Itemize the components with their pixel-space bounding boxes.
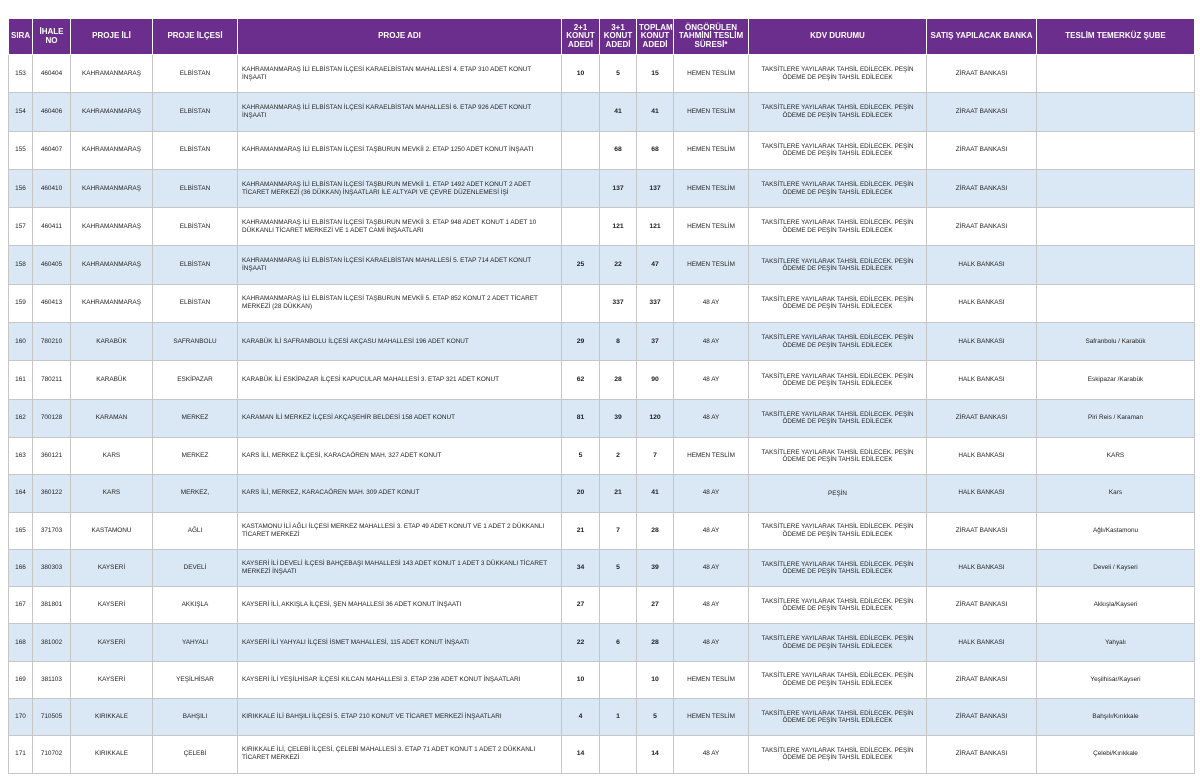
cell-teslim-sube: Ağlı/Kastamonu: [1037, 512, 1195, 549]
cell-kdv-durumu: TAKSİTLERE YAYILARAK TAHSİL EDİLECEK. PEŞİN ÖDEME DE PEŞİN TAHSİL EDİLECEK: [749, 55, 927, 93]
cell-teslim-sube: Yeşilhisar/Kayseri: [1037, 661, 1195, 698]
cell-kdv-durumu: TAKSİTLERE YAYILARAK TAHSİL EDİLECEK. PEŞİN ÖDEME DE PEŞİN TAHSİL EDİLECEK: [749, 208, 927, 246]
cell-teslim-sube: Akkışla/Kayseri: [1037, 587, 1195, 624]
table-row: [9, 284, 1195, 322]
cell-3-1-konut: 21: [600, 475, 637, 512]
cell-teslim-suresi: 48 AY: [674, 284, 749, 322]
cell-teslim-sube: Safranbolu / Karabük: [1037, 323, 1195, 361]
cell-toplam-konut: 47: [637, 246, 674, 284]
cell-ihale-no: 460413: [33, 284, 71, 322]
cell-teslim-suresi: 48 AY: [674, 323, 749, 361]
cell-2-1-konut: [562, 131, 600, 169]
header-ihale-no: İHALE NO: [33, 19, 71, 55]
cell-teslim-suresi: HEMEN TESLİM: [674, 55, 749, 93]
cell-3-1-konut: 6: [600, 624, 637, 661]
cell-ihale-no: 710505: [33, 699, 71, 736]
cell-3-1-konut: 2: [600, 437, 637, 474]
cell-toplam-konut: 15: [637, 55, 674, 93]
cell-proje-ili: KAHRAMANMARAŞ: [71, 208, 153, 246]
cell-2-1-konut: 14: [562, 736, 600, 773]
cell-kdv-durumu: TAKSİTLERE YAYILARAK TAHSİL EDİLECEK. PEŞİN ÖDEME DE PEŞİN TAHSİL EDİLECEK: [749, 699, 927, 736]
cell-ihale-no: 460405: [33, 246, 71, 284]
table-row: [9, 475, 1195, 512]
cell-2-1-konut: 4: [562, 699, 600, 736]
table-row: [9, 661, 1195, 698]
cell-proje-ilcesi: AĞLI: [153, 512, 238, 549]
cell-ihale-no: 460410: [33, 169, 71, 207]
cell-kdv-durumu: TAKSİTLERE YAYILARAK TAHSİL EDİLECEK. PEŞİN ÖDEME DE PEŞİN TAHSİL EDİLECEK: [749, 587, 927, 624]
cell-2-1-konut: 29: [562, 323, 600, 361]
cell-proje-adi: KASTAMONU İLİ AĞLI İLÇESİ MERKEZ MAHALLESİ 3. ETAP 49 ADET KONUT VE 1 ADET 2 DÜKKANLI TİCARET MERKEZİ: [238, 512, 562, 549]
cell-satis-banka: ZİRAAT BANKASI: [927, 131, 1037, 169]
cell-teslim-suresi: HEMEN TESLİM: [674, 437, 749, 474]
cell-teslim-sube: Piri Reis / Karaman: [1037, 399, 1195, 437]
cell-2-1-konut: 81: [562, 399, 600, 437]
cell-satis-banka: ZİRAAT BANKASI: [927, 208, 1037, 246]
table-row: [9, 93, 1195, 131]
header-teslim-sube: TESLİM TEMERKÜZ ŞUBE: [1037, 19, 1195, 55]
cell-kdv-durumu: TAKSİTLERE YAYILARAK TAHSİL EDİLECEK. PEŞİN ÖDEME DE PEŞİN TAHSİL EDİLECEK: [749, 736, 927, 773]
header-satis-banka: SATIŞ YAPILACAK BANKA: [927, 19, 1037, 55]
cell-teslim-suresi: 48 AY: [674, 736, 749, 773]
cell-proje-ili: KAHRAMANMARAŞ: [71, 131, 153, 169]
header-teslim-suresi: ÖNGÖRÜLEN TAHMİNİ TESLİM SÜRESİ*: [674, 19, 749, 55]
cell-teslim-sube: [1037, 284, 1195, 322]
cell-toplam-konut: 28: [637, 512, 674, 549]
header-proje-ili: PROJE İLİ: [71, 19, 153, 55]
cell-kdv-durumu: TAKSİTLERE YAYILARAK TAHSİL EDİLECEK. PEŞİN ÖDEME DE PEŞİN TAHSİL EDİLECEK: [749, 169, 927, 207]
cell-teslim-suresi: 48 AY: [674, 475, 749, 512]
cell-teslim-suresi: 48 AY: [674, 512, 749, 549]
cell-proje-ilcesi: ELBİSTAN: [153, 284, 238, 322]
cell-teslim-sube: [1037, 169, 1195, 207]
cell-ihale-no: 700128: [33, 399, 71, 437]
cell-proje-adi: KAYSERİ İLİ DEVELİ İLÇESİ BAHÇEBAŞI MAHALLESİ 143 ADET KONUT 1 ADET 3 DÜKKANLI TİCARET MERKEZİ İNŞAATI: [238, 549, 562, 586]
cell-sira: 154: [9, 93, 33, 131]
table-row: [9, 323, 1195, 361]
table-row: [9, 699, 1195, 736]
cell-toplam-konut: 14: [637, 736, 674, 773]
cell-satis-banka: ZİRAAT BANKASI: [927, 736, 1037, 773]
cell-teslim-sube: Yahyalı: [1037, 624, 1195, 661]
cell-proje-adi: KAHRAMANMARAŞ İLİ ELBİSTAN İLÇESİ TAŞBURUN MEVKİİ 2. ETAP 1250 ADET KONUT İNŞAATI: [238, 131, 562, 169]
cell-kdv-durumu: TAKSİTLERE YAYILARAK TAHSİL EDİLECEK. PEŞİN ÖDEME DE PEŞİN TAHSİL EDİLECEK: [749, 399, 927, 437]
cell-proje-ilcesi: AKKIŞLA: [153, 587, 238, 624]
cell-sira: 162: [9, 399, 33, 437]
cell-teslim-sube: [1037, 131, 1195, 169]
table-body: [9, 55, 1195, 774]
cell-toplam-konut: 41: [637, 475, 674, 512]
cell-proje-ilcesi: YEŞİLHİSAR: [153, 661, 238, 698]
table-row: [9, 55, 1195, 93]
cell-3-1-konut: 5: [600, 55, 637, 93]
cell-proje-ili: KARAMAN: [71, 399, 153, 437]
cell-2-1-konut: [562, 284, 600, 322]
cell-toplam-konut: 10: [637, 661, 674, 698]
cell-teslim-suresi: 48 AY: [674, 399, 749, 437]
housing-projects-table: [8, 18, 1195, 774]
table-row: [9, 361, 1195, 399]
cell-proje-adi: KAHRAMANMARAŞ İLİ ELBİSTAN İLÇESİ TAŞBURUN MEVKİİ 3. ETAP 948 ADET KONUT 1 ADET 10 DÜKKANLI TİCARET MERKEZİ VE 1 ADET CAMİ İNŞAATLARI: [238, 208, 562, 246]
header-kdv-durumu: KDV DURUMU: [749, 19, 927, 55]
cell-ihale-no: 380303: [33, 549, 71, 586]
cell-teslim-sube: [1037, 208, 1195, 246]
cell-proje-ili: KAHRAMANMARAŞ: [71, 55, 153, 93]
cell-satis-banka: HALK BANKASI: [927, 323, 1037, 361]
cell-ihale-no: 460411: [33, 208, 71, 246]
cell-proje-adi: KAHRAMANMARAŞ İLİ ELBİSTAN İLÇESİ TAŞBURUN MEVKİİ 1. ETAP 1492 ADET KONUT 2 ADET TİCARET MERKEZİ (36 DÜKKAN) İNŞAATLARI İLE ALTYAPI VE ÇEVRE DÜZENLEMESİ İŞİ: [238, 169, 562, 207]
cell-ihale-no: 460407: [33, 131, 71, 169]
cell-satis-banka: HALK BANKASI: [927, 475, 1037, 512]
cell-proje-ili: KASTAMONU: [71, 512, 153, 549]
cell-2-1-konut: [562, 169, 600, 207]
cell-toplam-konut: 28: [637, 624, 674, 661]
cell-3-1-konut: 1: [600, 699, 637, 736]
cell-sira: 170: [9, 699, 33, 736]
cell-sira: 159: [9, 284, 33, 322]
cell-proje-ili: KIRIKKALE: [71, 699, 153, 736]
cell-proje-ilcesi: ELBİSTAN: [153, 131, 238, 169]
table-row: [9, 624, 1195, 661]
cell-satis-banka: ZİRAAT BANKASI: [927, 699, 1037, 736]
cell-ihale-no: 381801: [33, 587, 71, 624]
cell-proje-ilcesi: ELBİSTAN: [153, 93, 238, 131]
cell-sira: 167: [9, 587, 33, 624]
cell-toplam-konut: 27: [637, 587, 674, 624]
cell-satis-banka: ZİRAAT BANKASI: [927, 587, 1037, 624]
cell-toplam-konut: 5: [637, 699, 674, 736]
cell-proje-ilcesi: YAHYALI: [153, 624, 238, 661]
cell-proje-ili: KAHRAMANMARAŞ: [71, 93, 153, 131]
cell-satis-banka: HALK BANKASI: [927, 246, 1037, 284]
cell-kdv-durumu: TAKSİTLERE YAYILARAK TAHSİL EDİLECEK. PEŞİN ÖDEME DE PEŞİN TAHSİL EDİLECEK: [749, 246, 927, 284]
cell-teslim-sube: Çelebi/Kırıkkale: [1037, 736, 1195, 773]
cell-kdv-durumu: TAKSİTLERE YAYILARAK TAHSİL EDİLECEK. PEŞİN ÖDEME DE PEŞİN TAHSİL EDİLECEK: [749, 624, 927, 661]
cell-2-1-konut: 27: [562, 587, 600, 624]
cell-3-1-konut: 22: [600, 246, 637, 284]
cell-sira: 153: [9, 55, 33, 93]
cell-proje-ili: KARS: [71, 475, 153, 512]
cell-satis-banka: ZİRAAT BANKASI: [927, 93, 1037, 131]
cell-proje-adi: KARABÜK İLİ SAFRANBOLU İLÇESİ AKÇASU MAHALLESİ 196 ADET KONUT: [238, 323, 562, 361]
cell-3-1-konut: 41: [600, 93, 637, 131]
cell-kdv-durumu: TAKSİTLERE YAYILARAK TAHSİL EDİLECEK. PEŞİN ÖDEME DE PEŞİN TAHSİL EDİLECEK: [749, 549, 927, 586]
cell-kdv-durumu: TAKSİTLERE YAYILARAK TAHSİL EDİLECEK. PEŞİN ÖDEME DE PEŞİN TAHSİL EDİLECEK: [749, 437, 927, 474]
cell-sira: 168: [9, 624, 33, 661]
cell-teslim-sube: Eskipazar /Karabük: [1037, 361, 1195, 399]
cell-2-1-konut: 5: [562, 437, 600, 474]
table-row: [9, 437, 1195, 474]
cell-teslim-suresi: HEMEN TESLİM: [674, 208, 749, 246]
cell-3-1-konut: [600, 736, 637, 773]
cell-teslim-suresi: HEMEN TESLİM: [674, 93, 749, 131]
cell-sira: 163: [9, 437, 33, 474]
cell-teslim-sube: Bahşılı/Kırıkkale: [1037, 699, 1195, 736]
cell-kdv-durumu: TAKSİTLERE YAYILARAK TAHSİL EDİLECEK. PEŞİN ÖDEME DE PEŞİN TAHSİL EDİLECEK: [749, 131, 927, 169]
cell-teslim-suresi: 48 AY: [674, 624, 749, 661]
cell-ihale-no: 460404: [33, 55, 71, 93]
cell-toplam-konut: 90: [637, 361, 674, 399]
cell-sira: 171: [9, 736, 33, 773]
cell-sira: 169: [9, 661, 33, 698]
cell-teslim-suresi: HEMEN TESLİM: [674, 131, 749, 169]
cell-teslim-sube: Develi / Kayseri: [1037, 549, 1195, 586]
cell-kdv-durumu: TAKSİTLERE YAYILARAK TAHSİL EDİLECEK. PEŞİN ÖDEME DE PEŞİN TAHSİL EDİLECEK: [749, 284, 927, 322]
cell-2-1-konut: 22: [562, 624, 600, 661]
cell-satis-banka: ZİRAAT BANKASI: [927, 55, 1037, 93]
cell-ihale-no: 460406: [33, 93, 71, 131]
cell-3-1-konut: 7: [600, 512, 637, 549]
cell-proje-adi: KARABÜK İLİ ESKİPAZAR İLÇESİ KAPUCULAR MAHALLESİ 3. ETAP 321 ADET KONUT: [238, 361, 562, 399]
cell-satis-banka: ZİRAAT BANKASI: [927, 661, 1037, 698]
cell-sira: 158: [9, 246, 33, 284]
header-row: [9, 19, 1195, 55]
cell-proje-ilcesi: MERKEZ: [153, 437, 238, 474]
cell-kdv-durumu: TAKSİTLERE YAYILARAK TAHSİL EDİLECEK. PEŞİN ÖDEME DE PEŞİN TAHSİL EDİLECEK: [749, 93, 927, 131]
cell-satis-banka: HALK BANKASI: [927, 549, 1037, 586]
table-row: [9, 512, 1195, 549]
cell-sira: 157: [9, 208, 33, 246]
table-row: [9, 399, 1195, 437]
cell-proje-ilcesi: MERKEZ,: [153, 475, 238, 512]
cell-proje-ilcesi: ÇELEBİ: [153, 736, 238, 773]
cell-sira: 161: [9, 361, 33, 399]
cell-proje-ilcesi: ELBİSTAN: [153, 55, 238, 93]
cell-proje-ilcesi: DEVELİ: [153, 549, 238, 586]
cell-proje-ili: KARABÜK: [71, 323, 153, 361]
cell-2-1-konut: 62: [562, 361, 600, 399]
cell-2-1-konut: 20: [562, 475, 600, 512]
cell-ihale-no: 710702: [33, 736, 71, 773]
cell-sira: 155: [9, 131, 33, 169]
cell-teslim-suresi: HEMEN TESLİM: [674, 661, 749, 698]
cell-satis-banka: HALK BANKASI: [927, 624, 1037, 661]
cell-toplam-konut: 137: [637, 169, 674, 207]
table-row: [9, 131, 1195, 169]
cell-satis-banka: ZİRAAT BANKASI: [927, 169, 1037, 207]
cell-kdv-durumu: PEŞİN: [749, 475, 927, 512]
cell-proje-ilcesi: MERKEZ: [153, 399, 238, 437]
cell-proje-ilcesi: SAFRANBOLU: [153, 323, 238, 361]
cell-sira: 166: [9, 549, 33, 586]
cell-satis-banka: HALK BANKASI: [927, 437, 1037, 474]
cell-sira: 165: [9, 512, 33, 549]
table-row: [9, 736, 1195, 773]
cell-proje-ili: KAHRAMANMARAŞ: [71, 246, 153, 284]
table-row: [9, 587, 1195, 624]
header-sira: SIRA: [9, 19, 33, 55]
cell-proje-ili: KIRIKKALE: [71, 736, 153, 773]
cell-ihale-no: 780210: [33, 323, 71, 361]
cell-sira: 156: [9, 169, 33, 207]
cell-proje-adi: KAHRAMANMARAŞ İLİ ELBİSTAN İLÇESİ KARAELBİSTAN MAHALLESİ 4. ETAP 310 ADET KONUT İNŞAATI: [238, 55, 562, 93]
cell-proje-adi: KARS İLİ, MERKEZ, KARACAÖREN MAH. 309 ADET KONUT: [238, 475, 562, 512]
header-proje-ilcesi: PROJE İLÇESİ: [153, 19, 238, 55]
table-row: [9, 208, 1195, 246]
header-proje-adi: PROJE ADI: [238, 19, 562, 55]
cell-proje-adi: KAHRAMANMARAŞ İLİ ELBİSTAN İLÇESİ TAŞBURUN MEVKİİ 5. ETAP 852 KONUT 2 ADET TİCARET MERKEZİ (28 DÜKKAN): [238, 284, 562, 322]
cell-proje-adi: KARAMAN İLİ MERKEZ İLÇESİ AKÇAŞEHİR BELDESİ 158 ADET KONUT: [238, 399, 562, 437]
cell-teslim-suresi: HEMEN TESLİM: [674, 169, 749, 207]
cell-ihale-no: 360121: [33, 437, 71, 474]
cell-3-1-konut: 5: [600, 549, 637, 586]
cell-ihale-no: 381002: [33, 624, 71, 661]
cell-2-1-konut: 21: [562, 512, 600, 549]
cell-satis-banka: ZİRAAT BANKASI: [927, 399, 1037, 437]
cell-proje-adi: KAHRAMANMARAŞ İLİ ELBİSTAN İLÇESİ KARAELBİSTAN MAHALLESİ 6. ETAP 926 ADET KONUT İNŞAATI: [238, 93, 562, 131]
table-row: [9, 549, 1195, 586]
cell-proje-ili: KAHRAMANMARAŞ: [71, 169, 153, 207]
cell-ihale-no: 371703: [33, 512, 71, 549]
cell-toplam-konut: 7: [637, 437, 674, 474]
cell-ihale-no: 780211: [33, 361, 71, 399]
cell-toplam-konut: 121: [637, 208, 674, 246]
cell-satis-banka: HALK BANKASI: [927, 284, 1037, 322]
cell-kdv-durumu: TAKSİTLERE YAYILARAK TAHSİL EDİLECEK. PEŞİN ÖDEME DE PEŞİN TAHSİL EDİLECEK: [749, 323, 927, 361]
cell-proje-ilcesi: ELBİSTAN: [153, 208, 238, 246]
cell-kdv-durumu: TAKSİTLERE YAYILARAK TAHSİL EDİLECEK. PEŞİN ÖDEME DE PEŞİN TAHSİL EDİLECEK: [749, 361, 927, 399]
cell-proje-adi: KAYSERİ İLİ, AKKIŞLA İLÇESİ, ŞEN MAHALLESİ 36 ADET KONUT İNŞAATI: [238, 587, 562, 624]
cell-teslim-sube: KARS: [1037, 437, 1195, 474]
cell-proje-ilcesi: ELBİSTAN: [153, 246, 238, 284]
cell-teslim-suresi: 48 AY: [674, 549, 749, 586]
cell-teslim-sube: [1037, 246, 1195, 284]
cell-2-1-konut: 10: [562, 661, 600, 698]
cell-proje-adi: KIRIKKALE İLİ, ÇELEBİ İLÇESİ, ÇELEBİ MAHALLESİ 3. ETAP 71 ADET KONUT 1 ADET 2 DÜKKANLI TİCARET MERKEZİ: [238, 736, 562, 773]
cell-satis-banka: ZİRAAT BANKASI: [927, 512, 1037, 549]
table-row: [9, 246, 1195, 284]
cell-proje-ili: KAHRAMANMARAŞ: [71, 284, 153, 322]
cell-sira: 164: [9, 475, 33, 512]
header-2-1-konut: 2+1 KONUT ADEDİ: [562, 19, 600, 55]
cell-ihale-no: 360122: [33, 475, 71, 512]
cell-satis-banka: HALK BANKASI: [927, 361, 1037, 399]
cell-kdv-durumu: TAKSİTLERE YAYILARAK TAHSİL EDİLECEK. PEŞİN ÖDEME DE PEŞİN TAHSİL EDİLECEK: [749, 512, 927, 549]
cell-2-1-konut: [562, 208, 600, 246]
cell-proje-adi: KAYSERİ İLİ YAHYALI İLÇESİ İSMET MAHALLESİ, 115 ADET KONUT İNŞAATI: [238, 624, 562, 661]
cell-toplam-konut: 41: [637, 93, 674, 131]
cell-teslim-sube: [1037, 93, 1195, 131]
cell-teslim-suresi: HEMEN TESLİM: [674, 246, 749, 284]
cell-teslim-suresi: 48 AY: [674, 361, 749, 399]
cell-toplam-konut: 120: [637, 399, 674, 437]
cell-kdv-durumu: TAKSİTLERE YAYILARAK TAHSİL EDİLECEK. PEŞİN ÖDEME DE PEŞİN TAHSİL EDİLECEK: [749, 661, 927, 698]
cell-teslim-suresi: HEMEN TESLİM: [674, 699, 749, 736]
cell-3-1-konut: [600, 661, 637, 698]
cell-proje-ilcesi: ELBİSTAN: [153, 169, 238, 207]
cell-proje-adi: KAHRAMANMARAŞ İLİ ELBİSTAN İLÇESİ KARAELBİSTAN MAHALLESİ 5. ETAP 714 ADET KONUT İNŞAATI: [238, 246, 562, 284]
cell-toplam-konut: 37: [637, 323, 674, 361]
cell-proje-ili: KAYSERİ: [71, 587, 153, 624]
cell-3-1-konut: 337: [600, 284, 637, 322]
table-row: [9, 169, 1195, 207]
cell-3-1-konut: 137: [600, 169, 637, 207]
cell-proje-ilcesi: BAHŞILI: [153, 699, 238, 736]
housing-projects-sheet: [8, 18, 1194, 774]
cell-3-1-konut: 39: [600, 399, 637, 437]
header-3-1-konut: 3+1 KONUT ADEDİ: [600, 19, 637, 55]
cell-2-1-konut: 25: [562, 246, 600, 284]
cell-toplam-konut: 337: [637, 284, 674, 322]
cell-3-1-konut: 121: [600, 208, 637, 246]
cell-2-1-konut: 10: [562, 55, 600, 93]
cell-toplam-konut: 39: [637, 549, 674, 586]
cell-sira: 160: [9, 323, 33, 361]
cell-proje-ilcesi: ESKİPAZAR: [153, 361, 238, 399]
cell-2-1-konut: 34: [562, 549, 600, 586]
cell-teslim-sube: Kars: [1037, 475, 1195, 512]
cell-proje-adi: KAYSERİ İLİ YEŞİLHİSAR İLÇESİ KILCAN MAHALLESİ 3. ETAP 236 ADET KONUT İNŞAATLARI: [238, 661, 562, 698]
cell-toplam-konut: 68: [637, 131, 674, 169]
cell-proje-ili: KAYSERİ: [71, 549, 153, 586]
cell-proje-adi: KARS İLİ, MERKEZ İLÇESİ, KARACAÖREN MAH. 327 ADET KONUT: [238, 437, 562, 474]
cell-teslim-sube: [1037, 55, 1195, 93]
cell-3-1-konut: 8: [600, 323, 637, 361]
cell-3-1-konut: [600, 587, 637, 624]
cell-proje-ili: KARS: [71, 437, 153, 474]
cell-proje-adi: KIRIKKALE İLİ BAHŞILI İLÇESİ 5. ETAP 210 KONUT VE TİCARET MERKEZİ İNŞAATLARI: [238, 699, 562, 736]
cell-3-1-konut: 28: [600, 361, 637, 399]
cell-3-1-konut: 68: [600, 131, 637, 169]
cell-teslim-suresi: 48 AY: [674, 587, 749, 624]
cell-proje-ili: KAYSERİ: [71, 661, 153, 698]
cell-proje-ili: KAYSERİ: [71, 624, 153, 661]
header-toplam-konut: TOPLAM KONUT ADEDİ: [637, 19, 674, 55]
cell-proje-ili: KARABÜK: [71, 361, 153, 399]
cell-2-1-konut: [562, 93, 600, 131]
cell-ihale-no: 381103: [33, 661, 71, 698]
